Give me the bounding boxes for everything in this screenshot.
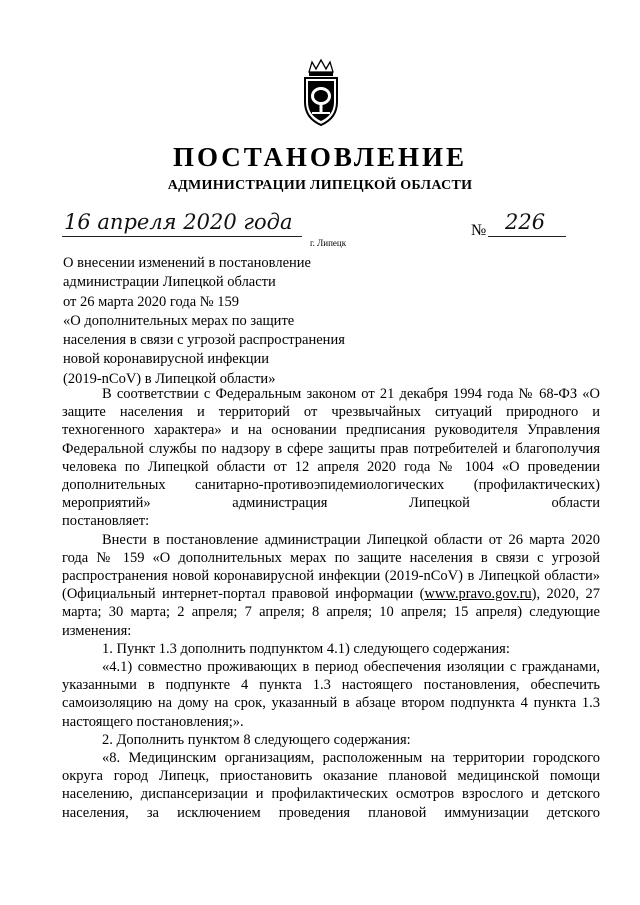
document-body — [62, 385, 600, 822]
paragraph-resolves: постановляет: — [62, 513, 150, 530]
document-subtitle: АДМИНИСТРАЦИИ ЛИПЕЦКОЙ ОБЛАСТИ — [167, 178, 473, 193]
number-label: № — [471, 222, 487, 239]
subject-line: новой коронавирусной инфекции — [63, 351, 270, 368]
number-underline — [488, 236, 566, 237]
paragraph-item-2-text: «8. Медицинским организациям, расположенным на территории городского округа город Липецк, приостановить оказание плановой медицинской помощи населению, диспансеризации и профилактических осмотров взрослого и детского населения, за исключением проведения плановой иммунизации детского — [62, 750, 600, 821]
date-underline — [62, 236, 302, 237]
subject-line: «О дополнительных мерах по защите — [63, 312, 295, 329]
handwritten-number: 226 — [505, 210, 546, 234]
paragraph-item-1-text: «4.1) совместно проживающих в период обеспечения изоляции с гражданами, указанными в подпункте 4 пункта 1.3 настоящего постановления, обеспечить самоизоляцию на дому на срок, указанный в абзаце втором подпункта 4 пункта 1.3 настоящего постановления;». — [62, 659, 600, 730]
paragraph-preamble: В соответствии с Федеральным законом от 21 декабря 1994 года № 68-ФЗ «О защите населения и территорий от чрезвычайных ситуаций природного и техногенного характера» и на основании предписания руководителя Управления Федеральной службы по надзору в сфере защиты прав потребителей и благополучия человека по Липецкой области от 12 апреля 2020 года № 1004 «О проведении дополнительных санитарно-противоэпидемиологических (профилактических) мероприятий» администрация Липецкой области — [62, 386, 600, 512]
subject-line: населения в связи с угрозой распространения — [63, 332, 345, 349]
subject-line: от 26 марта 2020 года № 159 — [63, 293, 239, 310]
handwritten-date: 16 апреля 2020 года — [64, 210, 293, 234]
paragraph-item-2: 2. Дополнить пунктом 8 следующего содержания: — [102, 731, 411, 748]
document-title: ПОСТАНОВЛЕНИЕ — [172, 142, 468, 172]
subject-line: администрации Липецкой области — [63, 274, 276, 291]
paragraph-amendment-text-end: ), 2020, 27 марта; 30 марта; 2 апреля; 7 апреля; 8 апреля; 10 апреля; 15 апреля) следующие изменения: — [62, 586, 600, 639]
paragraph-item-1: 1. Пункт 1.3 дополнить подпунктом 4.1) следующего содержания: — [102, 640, 510, 657]
subject-line: (2019-nCoV) в Липецкой области» — [63, 370, 276, 387]
paragraph-amendment — [62, 531, 600, 640]
subject-line: О внесении изменений в постановление — [63, 255, 311, 271]
paragraph-amendment-text: Внести в постановление администрации Липецкой области от 26 марта 2020 года № 159 «О дополнительных мерах по защите населения в связи с угрозой распространения новой коронавирусной инфекции (2019-nCoV) в Липецкой области» (Официальный интернет-портал правовой информации ( — [62, 531, 600, 603]
coat-of-arms-icon — [299, 58, 343, 128]
pravo-gov-link[interactable]: www.pravo.gov.ru — [424, 586, 532, 603]
subject-block — [63, 254, 363, 389]
city-label: г. Липецк — [310, 238, 347, 248]
